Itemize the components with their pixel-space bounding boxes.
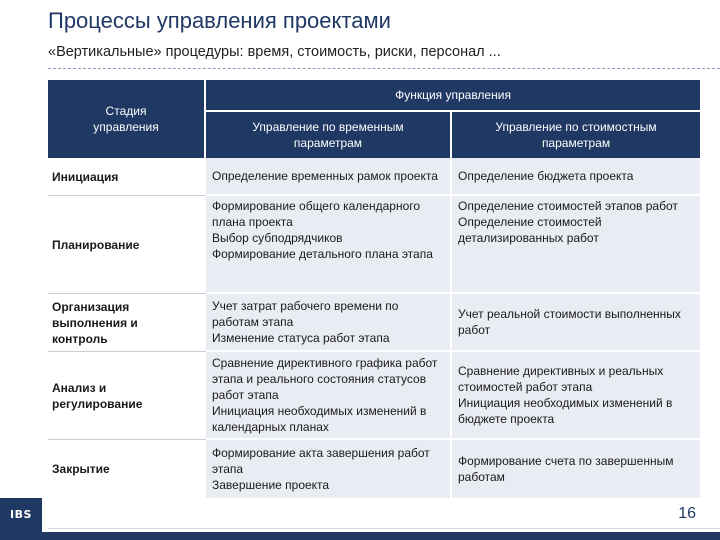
cost-line: Инициация необходимых изменений в бюджете проекта: [458, 396, 673, 426]
stage-cell: [48, 352, 206, 440]
cost-cell: [452, 196, 700, 294]
footer-divider: [48, 528, 720, 529]
table-row: [48, 294, 700, 352]
process-table: [48, 80, 700, 498]
stage-line: Закрытие: [52, 462, 110, 476]
cost-line: Формирование счета по завершенным работам: [458, 454, 674, 484]
stage-line: Планирование: [52, 237, 140, 252]
stage-cell: [48, 440, 206, 498]
cost-cell: [452, 352, 700, 440]
title-divider: [48, 68, 720, 69]
ibs-logo: IBS: [0, 498, 42, 532]
header-cost: [452, 112, 700, 158]
cost-cell: [452, 440, 700, 498]
stage-cell: [48, 158, 206, 196]
header-cost-line: параметрам: [541, 136, 611, 150]
table-row: [48, 196, 700, 294]
time-line: Инициация необходимых изменений в календарных планах: [212, 404, 427, 434]
time-cell: [206, 294, 452, 352]
cost-cell: [452, 294, 700, 352]
time-line: Сравнение директивного графика работ этапа и реального состояния статусов работ этапа: [212, 356, 438, 402]
header-time: [206, 112, 452, 158]
cost-cell: [452, 158, 700, 196]
cost-line: Сравнение директивных и реальных стоимостей работ этапа: [458, 364, 664, 394]
slide-subtitle: «Вертикальные» процедуры: время, стоимость, риски, персонал ...: [48, 44, 501, 60]
time-line: Формирование детального плана этапа: [212, 247, 433, 261]
time-line: Изменение статуса работ этапа: [212, 331, 390, 345]
stage-line: регулирование: [52, 396, 143, 411]
stage-line: Организация: [52, 299, 130, 314]
header-stage: [48, 80, 206, 158]
header-cost-line: Управление по стоимостным: [495, 120, 657, 134]
stage-line: Анализ и: [52, 380, 107, 395]
stage-line: контроль: [52, 331, 108, 346]
header-stage-line: Стадия: [105, 104, 147, 118]
cost-line: Определение стоимостей этапов работ: [458, 199, 678, 213]
cost-line: Определение стоимостей детализированных работ: [458, 215, 602, 245]
time-cell: [206, 196, 452, 294]
table-row: [48, 158, 700, 196]
header-time-line: Управление по временным: [252, 120, 404, 134]
stage-line: выполнения и: [52, 315, 138, 330]
time-cell: [206, 440, 452, 498]
slide-title: Процессы управления проектами: [48, 8, 391, 33]
time-line: Учет затрат рабочего времени по работам этапа: [212, 299, 399, 329]
cost-line: Учет реальной стоимости выполненных работ: [458, 307, 681, 337]
stage-cell: [48, 196, 206, 294]
time-cell: [206, 352, 452, 440]
time-line: Завершение проекта: [212, 478, 330, 492]
header-function: Функция управления: [206, 80, 700, 112]
stage-line: Инициация: [52, 169, 119, 184]
table-row: [48, 352, 700, 440]
page-number: 16: [678, 505, 696, 522]
time-line: Выбор субподрядчиков: [212, 231, 343, 245]
time-line: Формирование акта завершения работ этапа: [212, 446, 430, 476]
footer-bar: [0, 532, 720, 540]
header-stage-line: управления: [93, 120, 159, 134]
cost-line: Определение бюджета проекта: [458, 169, 634, 183]
header-time-line: параметрам: [293, 136, 363, 150]
time-line: Формирование общего календарного плана проекта: [212, 199, 421, 229]
time-cell: [206, 158, 452, 196]
table-row: [48, 440, 700, 498]
time-line: Определение временных рамок проекта: [212, 169, 438, 183]
stage-cell: [48, 294, 206, 352]
